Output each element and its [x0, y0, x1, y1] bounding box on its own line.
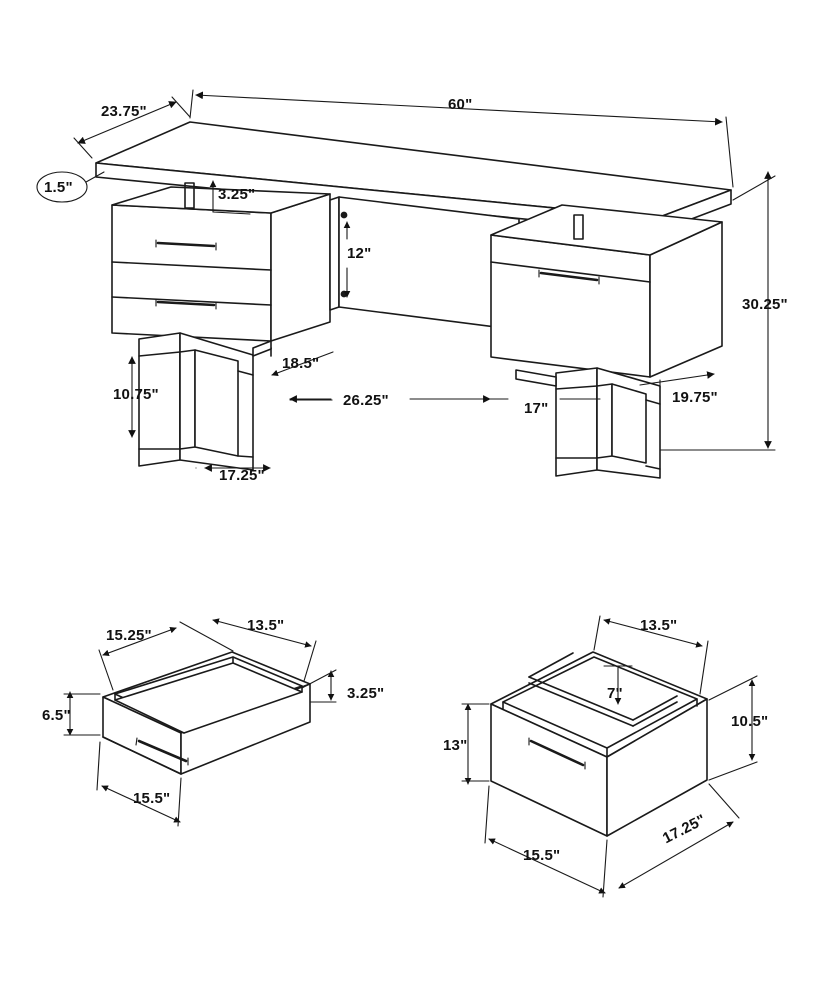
dim-ld-front-height: 13" [443, 737, 468, 754]
dim-ld-inner-height: 10.5" [731, 713, 769, 730]
dim-width-top: 60" [448, 96, 473, 113]
right-metal-leg [516, 368, 660, 478]
dim-sd-front-height: 6.5" [42, 707, 71, 724]
dim-left-pedestal-width: 18.5" [282, 355, 320, 372]
dim-leg-clearance-height: 10.75" [113, 386, 159, 403]
dim-sd-inner-depth: 15.25" [106, 627, 152, 644]
dim-sd-front-width: 15.5" [133, 790, 171, 807]
small-drawer [103, 652, 310, 774]
dim-ld-side-depth: 17.25" [660, 811, 709, 848]
dim-overall-height: 30.25" [742, 296, 788, 313]
large-drawer [491, 652, 707, 836]
dim-depth-top: 23.75" [101, 103, 147, 120]
dim-sd-inner-width: 13.5" [247, 617, 285, 634]
dim-top-thickness: 1.5" [44, 179, 73, 196]
left-pedestal [112, 187, 330, 341]
dim-left-leg-depth: 17.25" [219, 467, 265, 484]
dim-right-pedestal-width: 17" [524, 400, 549, 417]
right-pedestal [491, 205, 722, 377]
dim-modesty-panel-height: 12" [347, 245, 372, 262]
dim-right-leg-depth: 19.75" [672, 389, 718, 406]
dim-ld-front-width: 15.5" [523, 847, 561, 864]
dim-ld-inner-width: 13.5" [640, 617, 678, 634]
dim-ld-hanging-rail: 7" [607, 685, 623, 702]
dim-sd-inner-height: 3.25" [347, 685, 385, 702]
dim-knee-space-width: 26.25" [343, 392, 389, 409]
dim-drawer-front-height: 3.25" [218, 186, 256, 203]
